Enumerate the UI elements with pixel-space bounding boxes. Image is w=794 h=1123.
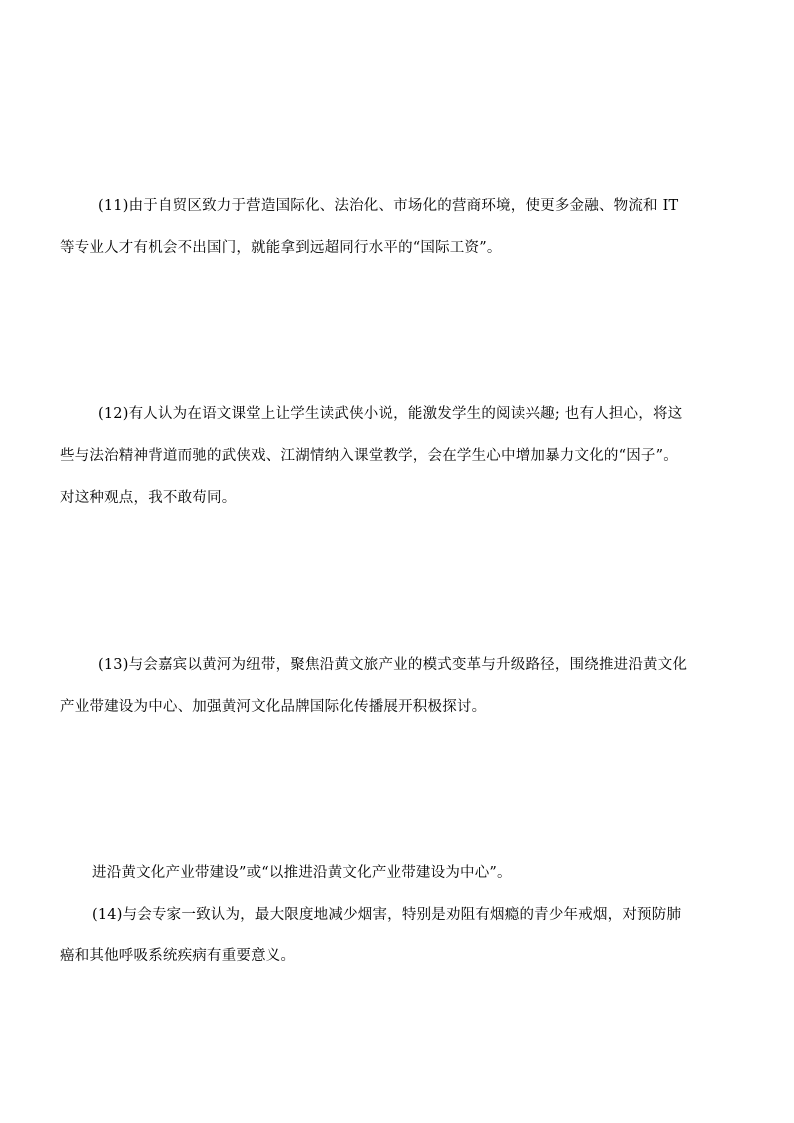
- paragraph-line: 产业带建设为中心、加强黄河文化品牌国际化传播展开积极探讨。: [60, 699, 487, 715]
- paragraph-line: 对这种观点，我不敢苟同。: [60, 490, 237, 506]
- paragraph-line: 些与法治精神背道而驰的武侠戏、江湖情纳入课堂教学，会在学生心中增加暴力文化的“因子”。: [60, 448, 678, 464]
- paragraph-line: (11)由于自贸区致力于营造国际化、法治化、市场化的营商环境，使更多金融、物流和 IT: [98, 198, 679, 214]
- paragraph-line: (14)与会专家一致认为，最大限度地减少烟害，特别是劝阻有烟瘾的青少年戒烟，对预防肺: [92, 907, 682, 923]
- paragraph-line: 进沿黄文化产业带建设”或“以推进沿黄文化产业带建设为中心”。: [92, 865, 512, 881]
- paragraph-line: (13)与会嘉宾以黄河为纽带，聚焦沿黄文旅产业的模式变革与升级路径，围绕推进沿黄文化: [98, 657, 688, 673]
- paragraph-line: (12)有人认为在语文课堂上让学生读武侠小说，能激发学生的阅读兴趣; 也有人担心，将这: [98, 406, 683, 422]
- paragraph-line: 癌和其他呼吸系统疾病有重要意义。: [60, 948, 296, 964]
- paragraph-line: 等专业人才有机会不出国门，就能拿到远超同行水平的“国际工资”。: [60, 240, 502, 256]
